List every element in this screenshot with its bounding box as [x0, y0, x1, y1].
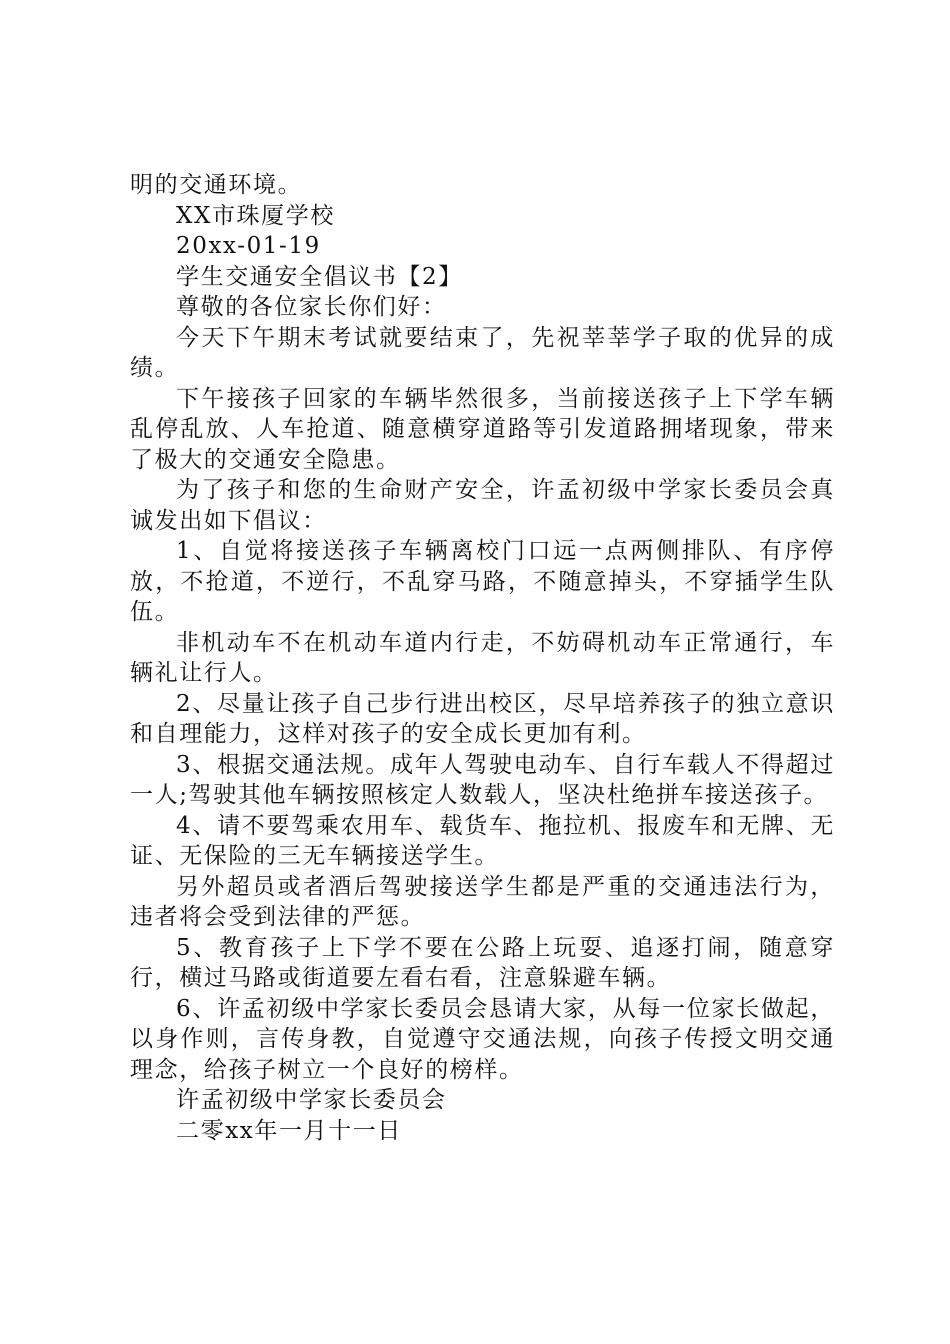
paragraph-problem: 下午接孩子回家的车辆毕然很多，当前接送孩子上下学车辆乱停乱放、人车抢道、随意横穿道路等引发道路拥堵现象，带来了极大的交通安全隐患。: [130, 385, 835, 473]
document-body: [130, 170, 835, 1146]
item-1-note: 非机动车不在机动车道内行走，不妨碍机动车正常通行，车辆礼让行人。: [130, 629, 835, 686]
section-title: 学生交通安全倡议书【2】: [176, 263, 463, 290]
closing-signature: 许孟初级中学家长委员会: [176, 1087, 447, 1113]
item-2: 2、尽量让孩子自己步行进出校区，尽早培养孩子的独立意识和自理能力，这样对孩子的安全成长更加有利。: [130, 690, 835, 747]
item-4-note: 另外超员或者酒后驾驶接送学生都是严重的交通违法行为，违者将会受到法律的严惩。: [130, 873, 835, 930]
item-4: 4、请不要驾乘农用车、载货车、拖拉机、报废车和无牌、无证、无保险的三无车辆接送学生。: [130, 812, 835, 869]
signature-date: 20xx-01-19: [176, 233, 321, 259]
paragraph-proposal: 为了孩子和您的生命财产安全，许孟初级中学家长委员会真诚发出如下倡议：: [130, 477, 835, 534]
item-5: 5、教育孩子上下学不要在公路上玩耍、追逐打闹，随意穿行，横过马路或街道要左看右看，注意躲避车辆。: [130, 934, 835, 991]
item-3: 3、根据交通法规。成年人驾驶电动车、自行车载人不得超过一人;驾驶其他车辆按照核定人数载人，坚决杜绝拼车接送孩子。: [130, 751, 835, 808]
item-1: 1、自觉将接送孩子车辆离校门口远一点两侧排队、有序停放，不抢道，不逆行，不乱穿马路，不随意掉头，不穿插学生队伍。: [130, 538, 835, 625]
closing-date: 二零xx年一月十一日: [176, 1117, 402, 1144]
item-6: 6、许孟初级中学家长委员会恳请大家，从每一位家长做起，以身作则，言传身教，自觉遵守交通法规，向孩子传授文明交通理念，给孩子树立一个良好的榜样。: [130, 995, 835, 1083]
paragraph-continuation: 明的交通环境。: [130, 172, 303, 198]
signature-school: XX市珠厦学校: [176, 202, 335, 229]
salutation: 尊敬的各位家长你们好：: [176, 294, 447, 320]
paragraph-intro: 今天下午期末考试就要结束了，先祝莘莘学子取的优异的成绩。: [130, 324, 835, 381]
